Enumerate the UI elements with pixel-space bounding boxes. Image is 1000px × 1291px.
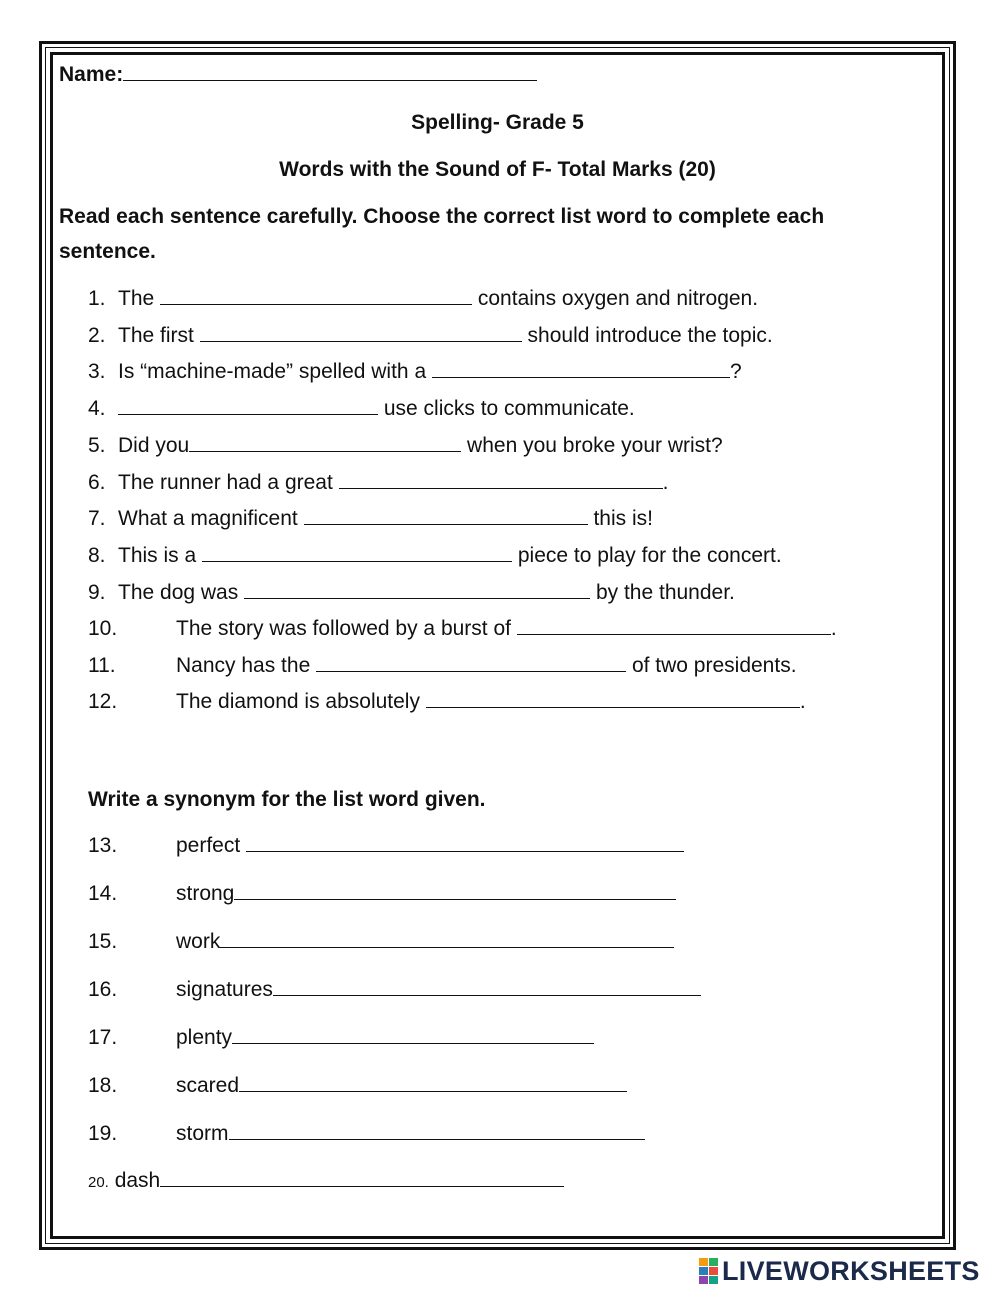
answer-blank[interactable] [118,396,378,415]
worksheet-topic: Words with the Sound of F- Total Marks (20) [279,158,716,181]
answer-blank[interactable] [229,1121,645,1140]
name-blank[interactable] [123,62,537,81]
answer-blank[interactable] [246,833,684,852]
section1-instructions-line2: sentence. [59,240,156,263]
answer-blank[interactable] [316,653,626,672]
answer-blank[interactable] [432,359,730,378]
answer-blank[interactable] [189,433,461,452]
list-word: strong [176,882,235,905]
sentence-end: . [799,690,806,713]
logo-square [699,1267,708,1275]
logo-grid-icon [699,1258,718,1284]
logo-text: LIVEWORKSHEETS [722,1255,980,1286]
answer-blank[interactable] [202,543,512,562]
logo-square [709,1258,718,1266]
answer-blank[interactable] [244,580,590,599]
answer-blank[interactable] [220,929,674,948]
sentence-start: The story was followed by a burst of [176,617,511,640]
sentence-start: The diamond is absolutely [176,690,420,713]
list-word: plenty [176,1026,233,1049]
question-number: 15. [88,930,118,953]
list-word: scared [176,1074,240,1097]
sentence-start: The [118,287,155,310]
sentence-end: . [662,471,669,494]
sentence-start: What a magnificent [118,507,298,530]
question-number: 14. [88,882,118,905]
name-label: Name: [59,63,124,86]
answer-blank[interactable] [234,881,676,900]
answer-blank[interactable] [273,977,701,996]
section1-instructions-line1: Read each sentence carefully. Choose the correct list word to complete each [59,205,825,228]
answer-blank[interactable] [232,1025,594,1044]
answer-blank[interactable] [304,506,588,525]
answer-blank[interactable] [426,689,800,708]
sentence-start: Is “machine-made” spelled with a [118,360,427,383]
answer-blank[interactable] [517,616,831,635]
logo-square [709,1276,718,1284]
logo-square [699,1258,708,1266]
sentence-start: The dog was [118,581,239,604]
sentence-end: contains oxygen and nitrogen. [477,287,759,310]
sentence-end: when you broke your wrist? [467,434,723,457]
question-number: 13. [88,834,118,857]
question-number: 19. [88,1122,118,1145]
question-number: 17. [88,1026,118,1049]
answer-blank[interactable] [339,470,663,489]
sentence-end: this is! [593,507,653,530]
name-line [59,62,537,88]
sentence-start: Nancy has the [176,654,311,677]
question-number: 18. [88,1074,118,1097]
sentence-end: . [830,617,837,640]
question-number: 12. [88,690,118,713]
answer-blank[interactable] [160,286,472,305]
list-word: work [176,930,221,953]
sentence-end: piece to play for the concert. [517,544,782,567]
synonym-20 [88,1168,564,1196]
list-word: perfect [176,834,241,857]
question-number: 3. [88,360,106,383]
sentence-end: by the thunder. [595,581,735,604]
question-number: 5. [88,434,106,457]
question-number: 4. [88,397,106,420]
list-word: signatures [176,978,273,1001]
sentence-start: Did you [118,434,190,457]
question-number: 1. [88,287,106,310]
sentence-start: The first [118,324,194,347]
section2-instructions: Write a synonym for the list word given. [88,788,486,811]
sentence-start: The runner had a great [118,471,333,494]
question-number: 16. [88,978,118,1001]
answer-blank[interactable] [239,1073,627,1092]
sentence-start: This is a [118,544,197,567]
logo-square [709,1267,718,1275]
sentence-end: use clicks to communicate. [383,397,635,420]
list-word: storm [176,1122,229,1145]
list-word: dash [114,1169,161,1192]
question-number: 11. [88,654,116,677]
question-number: 8. [88,544,106,567]
worksheet-subject: Spelling- Grade 5 [411,111,584,134]
sentence-end: should introduce the topic. [527,324,773,347]
answer-blank[interactable] [200,323,522,342]
logo-square [699,1276,708,1284]
question-number: 9. [88,581,106,604]
question-number: 20. [88,1174,109,1191]
sentence-end: ? [729,360,742,383]
question-number: 10. [88,617,118,640]
question-number: 6. [88,471,106,494]
answer-blank[interactable] [160,1168,564,1187]
question-number: 7. [88,507,106,530]
sentence-end: of two presidents. [631,654,797,677]
liveworksheets-logo [699,1255,980,1286]
question-number: 2. [88,324,106,347]
page-border-inner [50,52,945,1239]
